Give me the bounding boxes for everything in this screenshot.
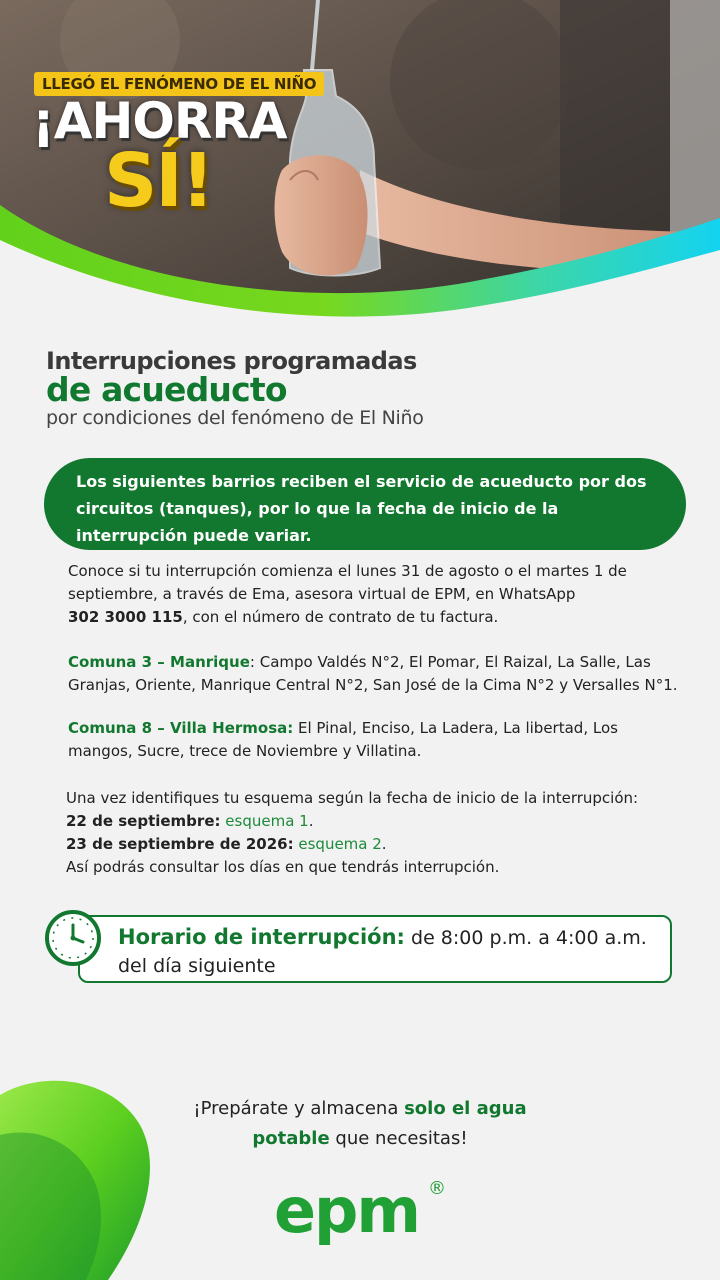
scheme-1-date: 22 de septiembre: bbox=[66, 812, 221, 830]
registered-mark: ® bbox=[428, 1178, 446, 1199]
scheme-item bbox=[66, 833, 676, 856]
title-line-1: Interrupciones programadas bbox=[46, 347, 417, 375]
scheme-2-link[interactable]: esquema 2 bbox=[298, 835, 382, 853]
intro-text: Conoce si tu interrupción comienza el lunes 31 de agosto o el martes 1 de septiembre, a través de Ema, asesora virtual de EPM, en WhatsApp bbox=[68, 562, 627, 603]
hero-headline-accent: SÍ! bbox=[104, 138, 213, 224]
schedule-box bbox=[78, 915, 672, 983]
scheme-1-end: . bbox=[308, 812, 314, 830]
whatsapp-phone: 302 3000 115 bbox=[68, 608, 183, 626]
comuna-8-barrios: El Pinal, Enciso, La Ladera, La libertad, Los mangos, Sucre, trece de Noviembre y Villatina. bbox=[68, 719, 618, 760]
comuna-3-paragraph bbox=[68, 651, 678, 697]
comuna-8-name: Comuna 8 – Villa Hermosa: bbox=[68, 719, 294, 737]
scheme-item bbox=[66, 810, 676, 833]
hero-badge: LLEGÓ EL FENÓMENO DE EL NIÑO bbox=[34, 72, 324, 96]
footer-highlight-2: potable bbox=[252, 1128, 330, 1149]
clock-icon bbox=[44, 909, 102, 967]
schemes-intro: Una vez identifiques tu esquema según la fecha de inicio de la interrupción: bbox=[66, 789, 639, 807]
scheme-1-link[interactable]: esquema 1 bbox=[225, 812, 309, 830]
epm-logo-text: epm bbox=[274, 1174, 420, 1247]
footer-message bbox=[150, 1094, 570, 1154]
footer-highlight-1: solo el agua bbox=[404, 1098, 527, 1119]
footer-part-1: ¡Prepárate y almacena bbox=[193, 1098, 405, 1119]
schemes-outro: Así podrás consultar los días en que tendrás interrupción. bbox=[66, 858, 500, 876]
hero-headline: ¡AHORRA bbox=[32, 92, 287, 150]
comuna-3-name: Comuna 3 – Manrique bbox=[68, 653, 250, 671]
decorative-leaf bbox=[0, 1075, 160, 1280]
schedule-label: Horario de interrupción: bbox=[118, 925, 405, 949]
comuna-3-barrios: Campo Valdés N°2, El Pomar, El Raizal, La Salle, Las Granjas, Oriente, Manrique Central N°2, San José de la Cima N°2 y Versalles N°1. bbox=[68, 653, 678, 694]
intro-paragraph bbox=[68, 560, 678, 629]
schemes-paragraph bbox=[66, 787, 676, 879]
footer-part-2: que necesitas! bbox=[329, 1128, 468, 1149]
comuna-3-sep: : bbox=[249, 653, 255, 671]
scheme-2-date: 23 de septiembre de 2026: bbox=[66, 835, 294, 853]
comuna-8-paragraph bbox=[68, 717, 678, 763]
scheme-2-end: . bbox=[381, 835, 387, 853]
schedule-value-2: del día siguiente bbox=[118, 955, 276, 977]
notice-banner: Los siguientes barrios reciben el servicio de acueducto por dos circuitos (tanques), por lo que la fecha de inicio de la interrupción puede variar. bbox=[44, 458, 686, 550]
title-line-2: de acueducto bbox=[46, 370, 287, 409]
schedule-value: de 8:00 p.m. a 4:00 a.m. bbox=[404, 927, 647, 949]
intro-text-after: , con el número de contrato de tu factura. bbox=[182, 608, 499, 626]
epm-logo bbox=[270, 1172, 450, 1252]
hero-banner bbox=[0, 0, 720, 340]
title-subtitle: por condiciones del fenómeno de El Niño bbox=[46, 407, 424, 429]
